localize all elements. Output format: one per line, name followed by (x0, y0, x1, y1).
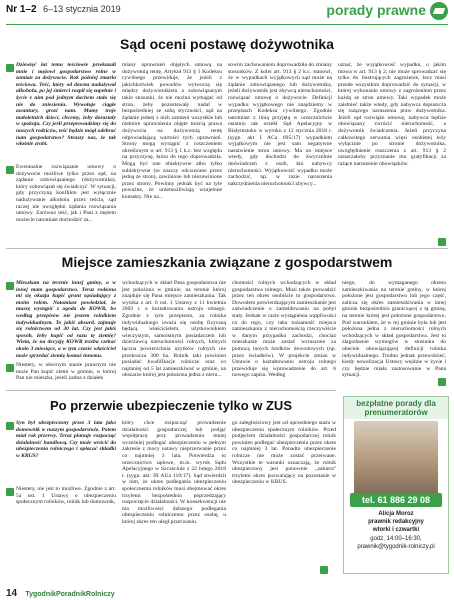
article3-question (16, 420, 116, 484)
question-marker-icon (6, 422, 14, 430)
article1-question (16, 62, 116, 162)
article1-title: Sąd oceni postawę dożywotnika (120, 36, 334, 52)
article2-col3: chomości rolnych wchodzących w skład gospodarstwa rolnego. Musi także prowadzić przez ten okres osobiście to gospodarstwo. Dowodem potwierdzającym zamieszkanie jest zaświadczenie o zameldowaniu na pobyt stały. Jednak w razie wystąpienia wątpliwości co do tego, czy taka tożsamość miejsca zamieszkania z nieruchomością rzeczywiście w danym przypadku zachodzi, chociaż mieszkanie może zostać wzruszone za pomocą innych środków dowodowych (np. przez świadków). W projekcie zmian w Ustawie o kształtowaniu ustroju rolnego przewiduje się wprowadzenie do art. 6 nowego zapisu. Według (232, 280, 336, 379)
article1-col4: uznać, że wyjątkowość wypadku, o jakim mowa w art. 913 § 2, nie może sprowadzać się tylko do ilustrujących zagrożenie, lecz musi przede wszystkim doprowadzić do sytuacji, w której wykonanie umowy z zagrożeniem przez każdą ze stron umowy. Taki wypadek może zaistnieć także wtedy, gdy nabywca dopuszcza się rażącego naruszenia praw dożywotnika. Jeżeli sąd rozwiąże umowę, nabywca będzie obowiązany zwrócić nieruchomość, a dożywotnik świadczenia. Jeżeli przyczyna całkowitego zerwania więzi osobistej leży wyłącznie po stronie dożywotnika, uwzględnienie roszczenia z art. 913 § 2 oznaczałoby przyznanie mu gratyfikacji za rażące naruszenie obowiązków. (338, 62, 446, 167)
answer-marker-icon (6, 488, 14, 496)
article1-question-text: Dziewięć lat temu teściowie przekazali mnie i mężowi gospodarstwo rolne w zamian za dożywocie. Rok później zmarła teściowa. Teść, który od dawna nadużywał alkoholu, po jej śmierci rozpił się zupełnie i życie z nim pod jednym dachem stało się nie do zniesienia. Wywołuje ciągłe awantury, grozi nam. Mamy troje małoletnich dzieci, chcemy, żeby dorastały w spokoju. Czy jeśli przeprowadzimy się do naszych rodziców, teść będzie mógł odebrać nam gospodarstwo? Straszy nas, że tak właśnie zrobi. (16, 62, 116, 148)
article3-title: Po przerwie ubezpieczenie tylko w ZUS (49, 398, 292, 413)
answer-marker-icon (6, 166, 14, 174)
page-header (0, 0, 454, 26)
article2-question-text: Mieszkam na terenie innej gminy, a w innej mam gospodarstwo. Teraz rodzona mi się okazja kupić grunt sąsiadujący z moim rolem. Natomiast powiedział, że muszę wystąpić z ogoda do KOWR, bo według przepisów nie jestem rolnikiem indywidualnym. To jakiś absurd, zajmuje się rolnictwem od 30 lat. Czy jest jakiś sposób, żeby kupić od razu tę ziemię? Wiem, że na decyzję KOWR trzeba czekać około 3 miesiące, a w tym czasie właściciel może sprzedać ziemię komuś innemu. (16, 280, 116, 359)
section-label: porady prawne (326, 2, 426, 18)
article2-col2: wchodzących w skład Pana gospodarstwa nie jest położona w gminie, na terenie której znajduje się Pana miejsce zamieszkania. Tak wynika z art. 6 ust. 1 Ustawy z 11 kwietnia 2003 r. o kształtowaniu ustroju rolnego. Zgodnie z tym przepisem, za rolnika indywidualnego uważa się osobę fizyczną będącą właścicielem, użytkownikiem wieczystym, samoistnym posiadaczem lub dzierżawcą nieruchomości rolnych, których łączna powierzchnia użytków rolnych nie przekracza 300 ha. Rolnik taki powinien posiadać kwalifikacje rolnicze oraz co najmniej od 5 lat zamieszkiwać w gminie, na obszarze której jest położona jedna z nieru... (122, 280, 226, 379)
article3-col2: który chce rozpocząć prowadzenie działalności gospodarczej lub podjąć współpracę przy prowadzeniu mniej wcześniej podlegać ubezpieczeniu w pełnym zakresie z mocy ustawy nieprzerwanie przez co najmniej 3 lata. Potwierdza to orzecznictwo sądowe, m.in. wyrok Sądu Apelacyjnego w Szczecinie z 22 lutego 2018 r. (sygn. akt: III AUa 110/17). Sąd stwierdził w nim, że okres podlegania ubezpieczeniu społecznemu rolników musi obejmować okres trzyletni bezpośrednio poprzedzający rozpoczęcie działalności. W konsekwencji nie ma możliwości dalszego podlegania ubezpieczeniu rolniczemu przez osobę, u której okres ten uległ przerwaniu. (122, 420, 226, 525)
article-divider (6, 248, 448, 249)
advice-box-title: bezpłatne porady dla prenumeratorów (344, 397, 448, 419)
issue-info (6, 4, 121, 15)
article1-answer: Ewentualne rozwiązanie umowy o dożywocie możliwe tylko przez sąd, na żądanie zobowiązanego (dożywotnika), który zobowiązał się świadczyć. W sytuacji, gdy przyczyną konfliktu jest wyłącznie nadużywanie alkoholu przez teścia, sąd raczej nie uwzględni żądania rozwiązania umowy. Zarówno teść, jak i Pani z mężem możecie natomiast dochodzić za... (16, 164, 116, 223)
article-divider (6, 390, 336, 391)
article-end-icon (320, 566, 328, 574)
advice-hours: godz. 14:00–16:30, (370, 536, 422, 542)
advice-days: wtorki i czwartki (372, 527, 420, 533)
article2-title: Miejsce zamieszkania związane z gospodarstwem (61, 254, 393, 270)
publication-logo: TygodnikPoradnikRolniczy (25, 591, 115, 598)
advice-email[interactable]: prawnik@tygodnik-rolniczy.pl (357, 544, 435, 550)
legal-advice-box (343, 396, 449, 574)
article2-col4: niego, do wymaganego okresu zamieszkiwania na terenie gminy, w której położone jest gospodarstwo lub jego część, zalicza się okres zamieszkiwania w innej gminie bezpośrednio graniczącej z tą gminą, na terenie której jest położone gospodarstwo. Pod warunkiem, że w tej gminie była lub jest położona jedna z nieruchomości rolnych wchodzących w skład gospodarstwa. Jest to złagodzenie wymogów w stosunku do obecnie obowiązującej definicji rolnika indywidualnego. Trudno jednak przewidzieć, kiedy nowelizacja Ustawy wejdzie w życie i czy będzie miała zastosowanie w Pana sytuacji. (342, 280, 446, 379)
article2-question (16, 280, 116, 364)
question-marker-icon (6, 282, 14, 290)
article1-col3: sowim zachowaniem doprowadziła do zmiany stosunków. Z kolei art. 913 § 2 k.c. stanowi, że w wypadkach wyjątkowych sąd może na żądanie zobowiązanego lub dożywotnika, jeżeli dożywotnik jest zbywcą nieruchomości, rozwiązać umowę o dożywocie. Definicji wypadku wyjątkowego nie znajdziemy w przepisach Kodeksu cywilnego. Zgodnie natomiast z linią przyjętą w orzecznictwie ostatnio tak orzekł Sąd Apelacyjny w Białymstoku w wyroku z 12 stycznia 2018 r. (sygn. akt I ACa 695/17) wypadkiem wyjątkowym nie jest sam negatywne nastawienie stron umowy. Ma on miejsce wtedy, gdy dochodzi do kwyczólnie doświadczeń z osób, któ nabywcy nieruchomości. Wyjątkowość wypadku może zachodzić, np. w razie naruszenia nakrzydnienia nieruchomości zbywcy... (228, 62, 332, 187)
article3-col3: go zaległościowy jest od uprzedniego stażu w ubezpieczeniu społecznym rolników. Przed podjęciem działalności gospodarczej rolnik powinien podlegać ubezpieczeniu przez okres co najmniej 3 lat. Ponadto ubezpieczenie rolnicze nie może zostać przerwane. Wszystkie te warunki oznaczają, że rolnik ubezpieczony jest ponownie „zabiera" trzyletni okres pozwalający na pozostanie w ubezpieczeniu w KRUS. (232, 420, 336, 486)
article2-answer: Niestety, w obecnym stanie prawnym nie może Pan kupić ziemi w gminie, w której Pan nie mieszka, jeżeli żadna z działek (16, 362, 116, 382)
lawyer-role: prawnik redakcyjny (368, 519, 424, 525)
issue-number: Nr 1–2 (6, 4, 37, 15)
article3-question-text: Syn był ubezpieczony przez 3 lata jako domownik w naszym gospodarstwie. Potem miał rok przerwy. Teraz planuje rozpocząć działalność handlową. Czy może wrócić do ubezpieczenia rolniczego i opłacać składki w KRUS? (16, 420, 116, 459)
question-marker-icon (6, 64, 14, 72)
answer-marker-icon (6, 364, 14, 372)
section-logo-icon (430, 2, 448, 20)
lawyer-name: Alicja Moroz (378, 511, 414, 517)
advice-phone[interactable]: tel. 61 886 29 08 (350, 493, 442, 507)
article-end-icon (438, 238, 446, 246)
page-footer (6, 588, 115, 599)
header-divider (6, 24, 448, 25)
article-end-icon (438, 378, 446, 386)
article3-answer: Niestety, nie jest to możliwe. Zgodnie z art. 5a ust. 1 Ustawy o ubezpieczeniu społecznym rolników, rolnik lub domownik, (16, 486, 116, 506)
page-number: 14 (6, 588, 18, 599)
issue-dates: 6–13 stycznia 2019 (43, 4, 121, 14)
article1-col2: miany uprawnień objętych umową na dożywotnią rentę. Artykuł 913 § 1 Kodeksu cywilnego przewiduje, że jeżeli z jakichkolwiek powodów wytworzą się między dożywotnikiem a zobowiązanym takie stosunki, że nie można wymagać od stron, żeby pozostawały nadal w bezpośredniej ze sobą styczności, sąd na żądanie jednej z nich zamieni wszystkie lub niektóre uprawnienia objęte treścią prawa dożywocia na dożywotnią rentę odpowiadającą wartości tych uprawnień. Strony mogą wystąpić z roszczeniem określonym w art. 913 § 1 k.c. bez względu na przyczynę, która do tego doprowadziła. Mogą być one obiektywne albo tylko subiektywne (to znaczy odczuwane przez jedną ze stron), zawinione lub niezawinione przez strony. Powinny jednak być na tyle poważne, że uniemożliwiają wzajemne kontakty. Nie na... (122, 62, 222, 200)
